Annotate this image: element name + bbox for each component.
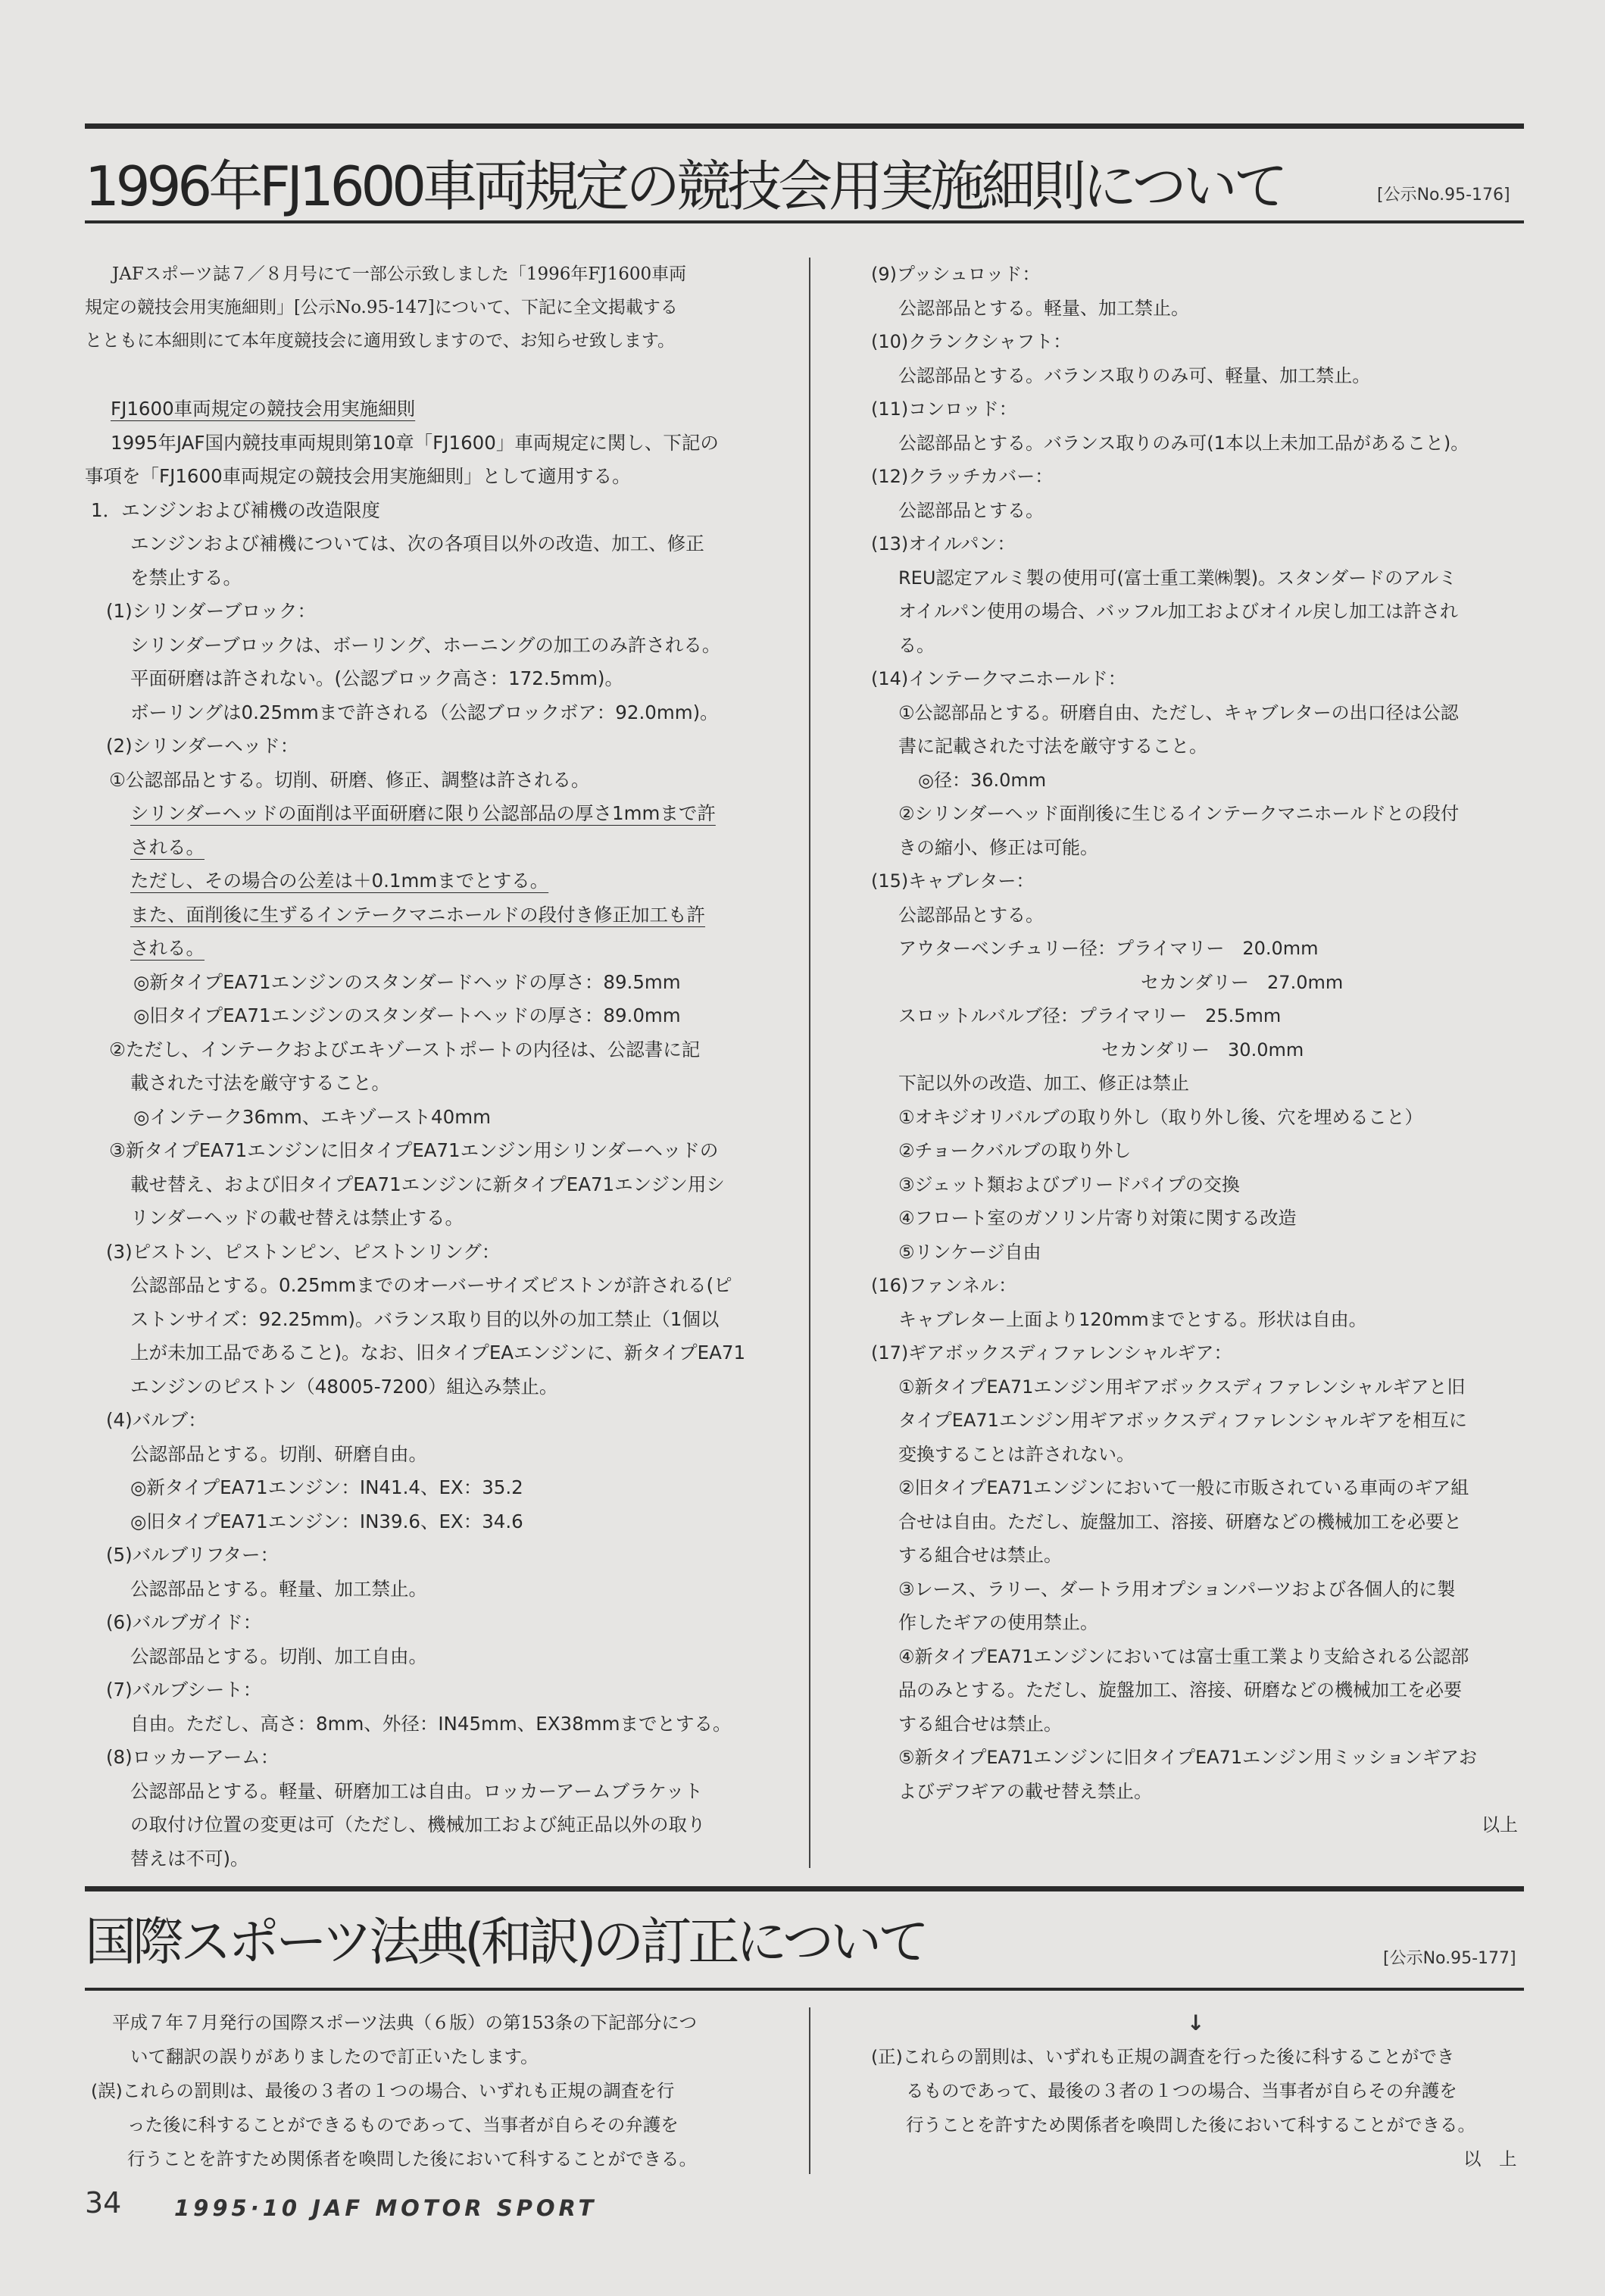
text-line: 公認部品とする。0.25mmまでのオーバーサイズピストンが許される(ピ [130,1274,732,1296]
text-line: ⑤新タイプEA71エンジンに旧タイプEA71エンジン用ミッションギアお [898,1747,1477,1768]
text-line: 公認部品とする。軽量、加工禁止。 [898,297,1189,319]
text-line: ②チョークバルブの取り外し [898,1140,1132,1161]
item-heading: (6)バルブガイド： [106,1611,262,1633]
item-heading: (8)ロッカーアーム： [106,1746,279,1768]
magazine-footer: 1995·10 JAF MOTOR SPORT [174,2195,598,2221]
section1-bottom-rule [85,220,1524,223]
text-line: また、面削後に生ずるインテークマニホールドの段付き修正加工も許 [130,903,706,926]
section1-right-column [871,258,1518,1842]
text-line: ⑤リンケージ自由 [898,1241,1041,1263]
text-line: 書に記載された寸法を厳守すること。 [898,736,1207,757]
text-line: 公認部品とする。 [898,499,1044,521]
text-line: ◎インテーク36mm、エキゾースト40mm [133,1105,491,1128]
section2-title: 国際スポーツ法典(和訳)の訂正について [85,1913,926,1973]
text-line: 公認部品とする。軽量、加工禁止。 [130,1577,427,1600]
text-line: リンダーヘッドの載せ替えは禁止する。 [130,1207,464,1229]
text-line: 平面研磨は許されない。(公認ブロック高さ：172.5mm)。 [130,667,623,689]
section2-column-divider [809,2007,810,2174]
intro-line: 規定の競技会用実施細則」[公示No.95-147]について、下記に全文掲載する [85,298,678,317]
text-line: 載せ替え、および旧タイプEA71エンジンに新タイプEA71エンジン用シ [130,1173,725,1195]
text-line: 平成７年７月発行の国際スポーツ法典（６版）の第153条の下記部分につ [112,2012,697,2033]
text-line: 合せは自由。ただし、旋盤加工、溶接、研磨などの機械加工を必要と [898,1510,1462,1532]
item-heading: (14)インテークマニホールド： [871,668,1126,689]
text-line: 行うことを許すため関係者を喚問した後において科することができる。 [906,2114,1475,2135]
item-heading: (7)バルブシート： [106,1679,262,1701]
text-line: ②旧タイプEA71エンジンにおいて一般に市販されている車両のギア組 [898,1477,1469,1498]
text-line: ①新タイプEA71エンジン用ギアボックスディファレンシャルギアと旧 [898,1376,1466,1398]
item-heading: (11)コンロッド： [871,398,1017,420]
item-heading: (9)プッシュロッド： [871,264,1041,285]
item-heading: (15)キャブレター： [871,870,1035,892]
text-line: ①公認部品とする。切削、研磨、修正、調整は許される。 [109,768,590,791]
item-heading: (12)クラッチカバー： [871,466,1054,487]
text-line: った後に科することができるものであって、当事者が自らその弁護を [127,2114,679,2135]
text-line: (正)これらの罰則は、いずれも正規の調査を行った後に科することができ [871,2046,1455,2067]
text-line: エンジンのピストン（48005-7200）組込み禁止。 [130,1375,558,1398]
text-line: アウターベンチュリー径：プライマリー 20.0mm [898,938,1319,959]
text-line: REU認定アルミ製の使用可(富士重工業㈱製)。スタンダードのアルミ [898,567,1457,589]
column-divider [809,258,810,1868]
text-line: する組合せは禁止。 [898,1545,1062,1566]
text-line: の取付け位置の変更は可（ただし、機械加工および純正品以外の取り [130,1813,706,1835]
text-line: ④フロート室のガソリン片寄り対策に関する改造 [898,1207,1297,1229]
section2-bottom-rule [85,1988,1524,1991]
text-line: 下記以外の改造、加工、修正は禁止 [898,1073,1189,1094]
text-line: ③ジェット類およびブリードパイプの交換 [898,1173,1240,1195]
text-line: を禁止する。 [130,566,242,589]
page-number: 34 [85,2186,122,2219]
section1-intro [85,258,687,358]
text-line: 1．エンジンおよび補機の改造限度 [91,498,380,521]
item-heading: (4)バルブ： [106,1409,207,1431]
text-line: オイルパン使用の場合、バッフル加工およびオイル戻し加工は許され [898,601,1458,622]
intro-line: とともに本細則にて本年度競技会に適用致しますので、お知らせ致します。 [85,331,676,351]
text-line: ④新タイプEA71エンジンにおいては富士重工業より支給される公認部 [898,1645,1469,1667]
text-line: 公認部品とする。バランス取りのみ可(1本以上未加工品があること)。 [898,432,1469,454]
section1-left-column [85,392,746,1876]
text-line: ①オキジオリバルブの取り外し（取り外し後、穴を埋めること） [898,1106,1423,1128]
text-line: (誤)これらの罰則は、最後の３者の１つの場合、いずれも正規の調査を行 [91,2080,675,2101]
text-line: きの縮小、修正は可能。 [898,836,1098,858]
text-line: シリンダーヘッドの面削は平面研磨に限り公認部品の厚さ1mmまで許 [130,802,716,824]
text-line: エンジンおよび補機については、次の各項目以外の改造、加工、修正 [130,533,704,554]
text-line: 品のみとする。ただし、旋盤加工、溶接、研磨などの機械加工を必要 [898,1679,1462,1701]
text-line: ①公認部品とする。研磨自由、ただし、キャブレターの出口径は公認 [898,701,1459,723]
text-line: 載された寸法を厳守すること。 [130,1072,390,1094]
text-line: ②ただし、インテークおよびエキゾーストポートの内径は、公認書に記 [109,1038,701,1061]
text-line: 公認部品とする。切削、加工自由。 [130,1645,427,1667]
text-line: 替えは不可)。 [130,1847,249,1870]
text-line: ボーリングは0.25mmまで許される（公認ブロックボア：92.0mm)。 [130,701,719,723]
text-line: される。 [130,937,205,959]
text-line: るものであって、最後の３者の１つの場合、当事者が自らその弁護を [906,2080,1457,2101]
text-line: ③新タイプEA71エンジンに旧タイプEA71エンジン用シリンダーヘッドの [109,1139,719,1161]
section2-notice-number: [公示No.95-177] [1383,1949,1516,1968]
text-line: スロットルバルブ径：プライマリー 25.5mm [898,1005,1282,1026]
text-line: キャブレター上面より120mmまでとする。形状は自由。 [898,1308,1367,1330]
text-line: いて翻訳の誤りがありましたので訂正いたします。 [130,2046,539,2067]
text-line: ◎径：36.0mm [918,769,1047,791]
text-line: 公認部品とする。バランス取りのみ可、軽量、加工禁止。 [898,364,1371,386]
text-line: ストンサイズ：92.25mm)。バランス取り目的以外の加工禁止（1個以 [130,1307,720,1330]
item-heading: (2)シリンダーヘッド： [106,735,299,757]
text-line: よびデフギアの載せ替え禁止。 [898,1780,1153,1802]
text-line: ②シリンダーヘッド面削後に生じるインテークマニホールドとの段付 [898,803,1460,824]
item-heading: (1)シリンダーブロック： [106,600,317,622]
text-line: 公認部品とする。 [898,904,1044,926]
text-line: 行うことを許すため関係者を喚問した後において科することができる。 [127,2148,697,2169]
section2-right-column [871,2040,1517,2176]
text-line: 作したギアの使用禁止。 [898,1612,1098,1633]
item-heading: (3)ピストン、ピストンピン、ピストンリング： [106,1240,501,1263]
closing-mark: 以 上 [1463,2148,1517,2169]
section1-title: 1996年FJ1600車両規定の競技会用実施細則について [85,155,1285,218]
down-arrow: ↓ [1187,2010,1205,2035]
item-heading: (17)ギアボックスディファレンシャルギア： [871,1342,1232,1364]
text-line: ◎新タイプEA71エンジンのスタンダードヘッドの厚さ：89.5mm [133,970,681,993]
text-line: る。 [898,634,935,656]
text-line: ③レース、ラリー、ダートラ用オプションパーツおよび各個人的に製 [898,1578,1456,1600]
item-heading: (5)バルブリフター： [106,1544,279,1566]
item-heading: (16)ファンネル： [871,1275,1017,1296]
text-line: シリンダーブロックは、ボーリング、ホーニングの加工のみ許される。 [130,633,721,656]
text-line: セカンダリー 30.0mm [1101,1039,1304,1061]
text-line: 変換することは許されない。 [898,1443,1135,1465]
text-line: 事項を「FJ1600車両規定の競技会用実施細則」として適用する。 [85,465,631,487]
section2-top-rule [85,1886,1524,1891]
section2-left-column [85,2006,697,2176]
text-line: 1995年JAF国内競技車両規則第10章「FJ1600」車両規定に関し、下記の [111,431,719,454]
text-line: される。 [130,836,205,858]
text-line: タイプEA71エンジン用ギアボックスディファレンシャルギアを相互に [898,1410,1467,1431]
subheading: FJ1600車両規定の競技会用実施細則 [111,398,416,420]
text-line: ただし、その場合の公差は＋0.1mmまでとする。 [130,870,549,892]
text-line: ◎旧タイプEA71エンジン：IN39.6、EX：34.6 [130,1510,523,1532]
closing-mark: 以上 [1482,1814,1518,1835]
text-line: する組合せは禁止。 [898,1713,1062,1735]
text-line: 上が未加工品であること)。なお、旧タイプEAエンジンに、新タイプEA71 [130,1342,746,1364]
section1-notice-number: [公示No.95-176] [1377,186,1510,205]
intro-line: JAFスポーツ誌７／８月号にて一部公示致しました「1996年FJ1600車両 [112,264,687,284]
item-heading: (10)クランクシャフト： [871,331,1072,352]
text-line: 公認部品とする。切削、研磨自由。 [130,1442,427,1465]
section1-top-rule [85,123,1524,129]
text-line: ◎旧タイプEA71エンジンのスタンダートヘッドの厚さ：89.0mm [133,1004,681,1026]
item-heading: (13)オイルパン： [871,533,1016,554]
text-line: ◎新タイプEA71エンジン：IN41.4、EX：35.2 [130,1476,523,1498]
text-line: 自由。ただし、高さ：8mm、外径：IN45mm、EX38mmまでとする。 [130,1712,732,1735]
text-line: 公認部品とする。軽量、研磨加工は自由。ロッカーアームブラケット [130,1779,703,1802]
text-line: セカンダリー 27.0mm [1141,971,1344,993]
